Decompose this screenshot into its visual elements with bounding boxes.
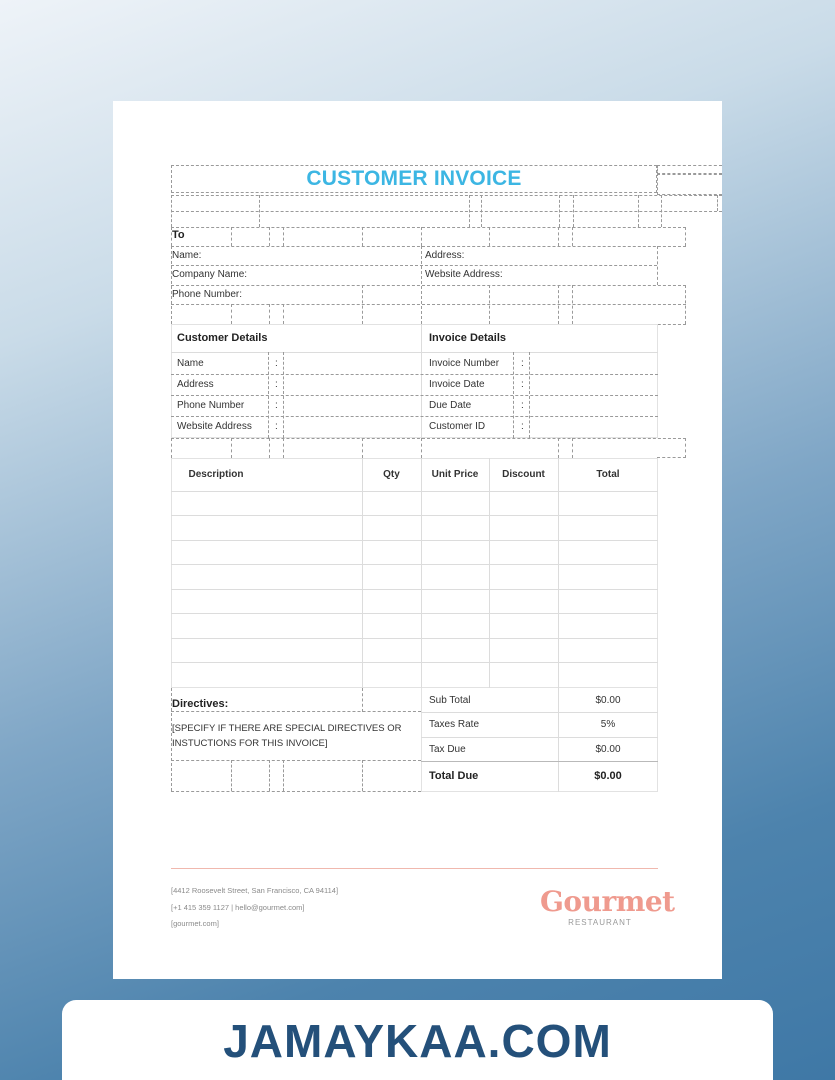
items-table (171, 458, 658, 688)
directives-text-line1: [SPECIFY IF THERE ARE SPECIAL DIRECTIVES OR (172, 723, 402, 734)
separator: : (521, 358, 524, 369)
grid-cell (657, 173, 722, 195)
grid-line (171, 438, 172, 458)
grid-line (362, 458, 363, 688)
grid-line (421, 737, 658, 738)
tax-due-value: $0.00 (595, 744, 621, 755)
to-label: To (172, 229, 185, 241)
grid-line (171, 285, 686, 286)
to-phone-label: Phone Number: (172, 289, 243, 300)
grid-line (421, 438, 422, 458)
grid-line (283, 760, 284, 791)
table-row (171, 589, 658, 590)
to-name-label: Name: (172, 250, 202, 261)
grid-line (421, 227, 422, 246)
footer-website: [gourmet.com] (171, 919, 219, 928)
gourmet-logo: Gourmet (540, 885, 675, 918)
grid-line (481, 195, 482, 227)
sub-total-value: $0.00 (595, 695, 621, 706)
grid-line (231, 438, 232, 458)
grid-line (572, 227, 573, 246)
directives-heading: Directives: (172, 698, 229, 710)
table-row (171, 515, 658, 516)
grid-line (171, 438, 686, 439)
table-row (171, 662, 658, 663)
grid-line (529, 352, 530, 438)
grid-line (171, 395, 658, 396)
table-row (171, 638, 658, 639)
to-company-label: Company Name: (172, 269, 248, 280)
grid-line (171, 227, 686, 228)
details-divider (421, 324, 422, 438)
grid-line (513, 352, 514, 438)
separator: : (275, 421, 278, 432)
customer-details-heading: Customer Details (177, 332, 268, 344)
grid-line (171, 195, 172, 227)
grid-line (657, 457, 686, 458)
col-unit-price: Unit Price (431, 469, 479, 480)
grid-line (171, 416, 658, 417)
grid-line (171, 760, 421, 761)
table-row (171, 564, 658, 565)
grid-line (171, 227, 172, 246)
grid-line (421, 458, 422, 688)
grid-line (717, 195, 718, 211)
total-due-label: Total Due (429, 770, 479, 782)
grid-line (269, 227, 270, 246)
separator: : (275, 358, 278, 369)
grid-line (489, 458, 490, 688)
grid-line (171, 374, 658, 375)
grid-line (638, 195, 639, 227)
sub-total-label: Sub Total (429, 695, 471, 706)
grid-line (171, 791, 421, 792)
grid-line (268, 352, 269, 438)
grid-line (572, 438, 573, 458)
tax-rate-label: Taxes Rate (429, 719, 480, 730)
due-date-label: Due Date (429, 400, 472, 411)
customer-id-label: Customer ID (429, 421, 486, 432)
footer-contact: [+1 415 359 1127 | hello@gourmet.com] (171, 903, 305, 912)
col-discount: Discount (502, 469, 545, 480)
grid-line (558, 458, 559, 688)
col-description: Description (188, 469, 244, 480)
customer-name-label: Name (177, 358, 204, 369)
grid-line (489, 227, 490, 246)
grid-line (171, 246, 686, 247)
separator: : (521, 400, 524, 411)
grid-line (469, 195, 470, 227)
gourmet-logo-sub: RESTAURANT (568, 918, 632, 927)
table-row (171, 491, 658, 492)
site-banner (62, 1000, 773, 1080)
grid-line (171, 352, 658, 353)
grid-line (661, 195, 662, 227)
grid-line (421, 712, 658, 713)
grid-line (259, 195, 260, 227)
grid-line (171, 304, 686, 305)
grid-line (362, 227, 363, 246)
banner-text: JAMAYKAA.COM (223, 1015, 612, 1067)
table-row (171, 540, 658, 541)
grid-line (362, 760, 363, 791)
grid-line (283, 438, 284, 458)
grid-line (558, 438, 559, 458)
grid-line (171, 246, 172, 324)
footer-address: [4412 Roosevelt Street, San Francisco, CA 94114] (171, 886, 339, 895)
customer-phone-label: Phone Number (177, 400, 245, 411)
grid-line (283, 304, 284, 324)
grid-line (269, 760, 270, 791)
invoice-details-heading: Invoice Details (429, 332, 507, 344)
invoice-title: CUSTOMER INVOICE (306, 167, 522, 190)
table-row (171, 613, 658, 614)
grid-line (685, 438, 686, 458)
grid-line (269, 304, 270, 324)
grid-line (231, 227, 232, 246)
tax-rate-value: 5% (600, 719, 616, 730)
customer-website-label: Website Address (177, 421, 252, 432)
grid-line (283, 227, 284, 246)
grid-line (657, 246, 658, 285)
separator: : (521, 379, 524, 390)
grid-line (171, 711, 421, 712)
invoice-date-label: Invoice Date (429, 379, 485, 390)
tax-due-label: Tax Due (429, 744, 466, 755)
grid-line (269, 438, 270, 458)
grid-line (685, 227, 686, 246)
to-website-label: Website Address: (425, 269, 503, 280)
directives-text-line2: INSTUCTIONS FOR THIS INVOICE] (172, 738, 328, 749)
grid-line (171, 211, 722, 212)
grid-line (283, 352, 284, 438)
grid-line (231, 760, 232, 791)
footer-divider (171, 868, 658, 869)
grid-line (421, 761, 658, 762)
col-qty: Qty (383, 469, 400, 480)
grid-line (362, 438, 363, 458)
separator: : (275, 400, 278, 411)
grid-line (231, 304, 232, 324)
separator: : (275, 379, 278, 390)
grid-line (421, 246, 422, 324)
customer-address-label: Address (177, 379, 214, 390)
grid-line (573, 195, 574, 227)
grid-line (559, 195, 560, 227)
invoice-number-label: Invoice Number (429, 358, 500, 369)
to-address-label: Address: (425, 250, 465, 261)
invoice-sheet (113, 101, 722, 979)
total-due-value: $0.00 (594, 770, 622, 782)
separator: : (521, 421, 524, 432)
col-total: Total (596, 469, 620, 480)
grid-line (171, 688, 172, 791)
grid-line (558, 227, 559, 246)
grid-line (171, 195, 722, 196)
grid-line (171, 265, 657, 266)
grid-line (362, 688, 363, 712)
